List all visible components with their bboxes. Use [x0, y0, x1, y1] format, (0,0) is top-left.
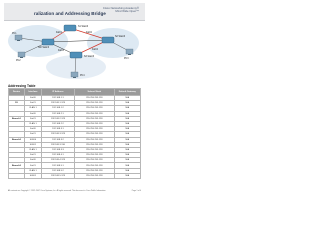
table-cell: 255.255.255.128	[74, 101, 114, 106]
addressing-table	[8, 88, 141, 179]
switch-icon	[42, 39, 54, 45]
page-footer	[8, 190, 141, 192]
cisco-logo-line2: Mind Wide Open™	[115, 9, 139, 14]
table-cell: 192.168.3.3	[41, 147, 74, 152]
diagram-label: SW Switch	[38, 47, 50, 49]
table-cell-device: S1	[9, 101, 25, 106]
table-cell: 255.255.255.128	[74, 137, 114, 142]
table-cell: N/A	[114, 168, 140, 173]
table-cell: 255.255.255.128	[74, 121, 114, 126]
table-cell: 255.255.255.128	[74, 127, 114, 132]
diagram-label: PC4	[80, 75, 85, 77]
table-cell: 192.168.2.1	[41, 111, 74, 116]
table-cell: Fa0/0	[24, 127, 41, 132]
pc-icon	[126, 49, 133, 55]
network-topology-diagram	[8, 21, 141, 81]
table-cell: 255.255.255.128	[74, 158, 114, 163]
table-row	[9, 173, 141, 178]
table-cell: S0/0/0	[24, 137, 41, 142]
table-header-row	[9, 89, 141, 96]
column-header: Interface	[24, 89, 41, 96]
table-cell: 192.168.4.129	[41, 158, 74, 163]
table-cell: N/A	[114, 153, 140, 158]
table-cell-device: Branch3	[9, 163, 25, 168]
worksheet-page	[0, 0, 149, 198]
table-cell: VLAN 1	[24, 121, 41, 126]
table-cell: 192.168.1.2	[41, 106, 74, 111]
table-cell: 255.255.255.128	[74, 96, 114, 101]
column-header: IP Address	[41, 89, 74, 96]
table-cell: 192.168.5.129	[41, 173, 74, 178]
header-bar	[4, 3, 145, 21]
table-cell-device: Branch1	[9, 116, 25, 121]
table-cell: VLAN 1	[24, 106, 41, 111]
table-body	[9, 96, 141, 179]
table-cell: 192.168.5.1	[41, 163, 74, 168]
table-cell: 255.255.255.128	[74, 147, 114, 152]
column-header: Device	[9, 89, 25, 96]
table-cell: 192.168.3.2	[41, 137, 74, 142]
table-cell: N/A	[114, 101, 140, 106]
diagram-label: Fa0/4	[92, 49, 98, 51]
table-cell: 255.255.255.128	[74, 106, 114, 111]
switch-icon	[102, 37, 114, 43]
cisco-logo-text	[103, 7, 139, 14]
table-cell: N/A	[114, 106, 140, 111]
pc-icon	[15, 35, 22, 41]
switch-icon	[70, 52, 82, 58]
page-number: Page 1 of 4	[131, 190, 141, 192]
table-cell: S0/0/1	[24, 173, 41, 178]
table-cell: 255.255.255.128	[74, 111, 114, 116]
table-cell: 192.168.5.2	[41, 168, 74, 173]
table-cell: 255.255.255.128	[74, 163, 114, 168]
diagram-label: PC1	[12, 33, 17, 35]
table-cell: 255.255.255.128	[74, 132, 114, 137]
table-cell: 192.168.3.129	[41, 132, 74, 137]
table-cell: Fa0/0	[24, 96, 41, 101]
diagram-label: S3 Switch	[84, 56, 95, 58]
table-cell: N/A	[114, 132, 140, 137]
table-cell: 255.255.255.128	[74, 153, 114, 158]
table-cell: 192.168.1.129	[41, 101, 74, 106]
diagram-label: PC2	[16, 60, 21, 62]
pc-icon	[18, 52, 25, 58]
table-cell: 255.255.255.128	[74, 168, 114, 173]
table-cell-device	[9, 173, 25, 178]
table-cell: N/A	[114, 158, 140, 163]
table-cell: Fa0/0	[24, 111, 41, 116]
table-cell: 192.168.3.1	[41, 127, 74, 132]
table-cell: 192.168.1.1	[41, 96, 74, 101]
table-cell: VLAN 1	[24, 147, 41, 152]
table-cell: Fa0/1	[24, 163, 41, 168]
table-cell: 192.168.2.129	[41, 116, 74, 121]
table-cell: Fa0/1	[24, 132, 41, 137]
switch-icon	[64, 25, 76, 31]
diagram-label: S1 Switch	[78, 26, 89, 28]
column-header: Default Gateway	[114, 89, 140, 96]
diagram-label: S2 Switch	[115, 36, 126, 38]
table-cell: N/A	[114, 137, 140, 142]
diagram-label: Fa0/2	[86, 32, 92, 34]
table-cell: Fa0/1	[24, 101, 41, 106]
cisco-logo-line1: Cisco Networking Academy®	[102, 6, 139, 10]
section-heading: Addressing Table	[8, 84, 36, 88]
diagram-label: Fa0/3	[58, 50, 64, 52]
table-cell: 192.168.2.2	[41, 121, 74, 126]
table-cell: N/A	[114, 111, 140, 116]
table-cell: N/A	[114, 163, 140, 168]
table-cell: 255.255.255.128	[74, 116, 114, 121]
table-cell: N/A	[114, 147, 140, 152]
table-cell-device: Branch2	[9, 137, 25, 142]
table-cell: N/A	[114, 142, 140, 147]
column-header: Subnet Mask	[74, 89, 114, 96]
table-cell: 192.168.3.130	[41, 142, 74, 147]
table-cell: N/A	[114, 96, 140, 101]
table-cell: VLAN 1	[24, 168, 41, 173]
diagram-label: Fa0/1	[56, 32, 62, 34]
table-cell: S0/0/1	[24, 142, 41, 147]
page-title: ralization and Addressing Bridge	[34, 11, 106, 16]
table-cell: N/A	[114, 127, 140, 132]
table-cell: Fa0/0	[24, 158, 41, 163]
table-cell: 255.255.255.128	[74, 142, 114, 147]
table-cell: N/A	[114, 116, 140, 121]
table-cell: 192.168.4.1	[41, 153, 74, 158]
diagram-label: PC3	[124, 58, 129, 60]
footer-copyright: All contents are Copyright © 1992–2007 Cisco Systems, Inc. All rights reserved. This document is Cisco Public Information.	[8, 190, 106, 192]
pc-icon	[71, 72, 78, 78]
table-cell: N/A	[114, 173, 140, 178]
table-cell: Fa0/1	[24, 116, 41, 121]
table-cell: Fa0/1	[24, 153, 41, 158]
table-cell: 255.255.255.128	[74, 173, 114, 178]
table-cell: N/A	[114, 121, 140, 126]
